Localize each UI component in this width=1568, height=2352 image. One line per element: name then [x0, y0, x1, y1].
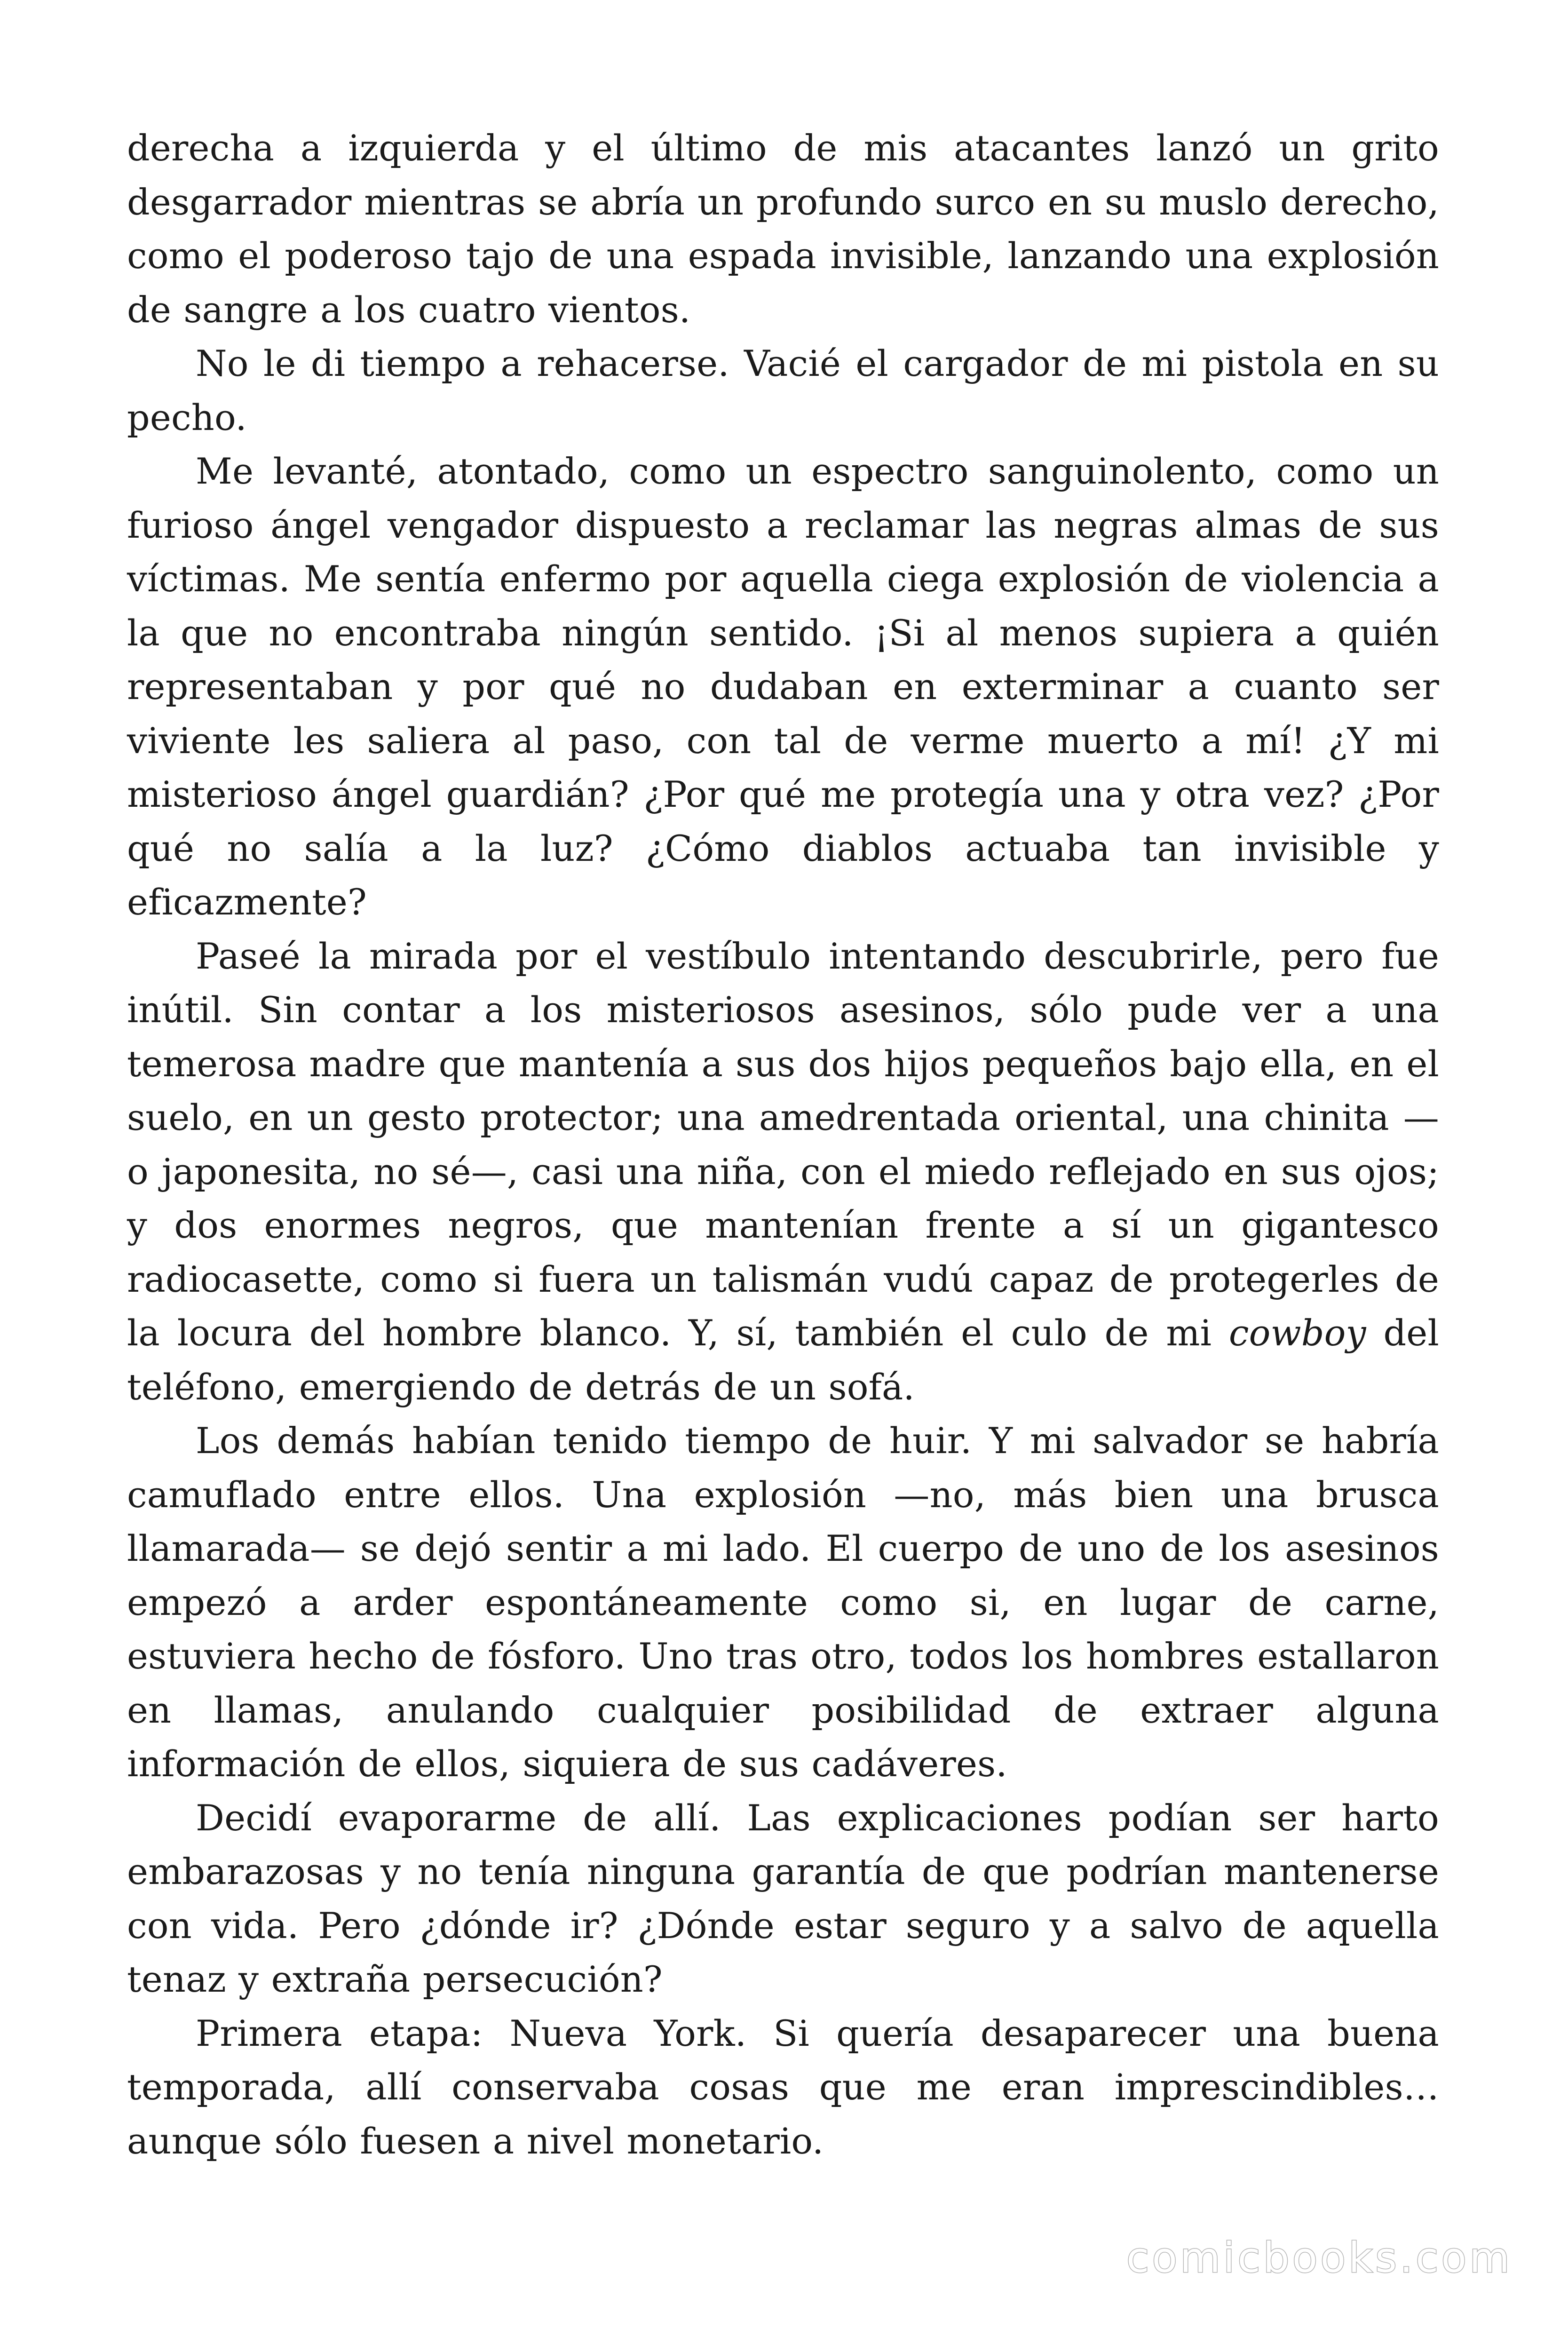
watermark: comicbooks.com — [1126, 2233, 1513, 2282]
italic-word: cowboy — [1228, 1312, 1366, 1354]
paragraph-text: Primera etapa: Nueva York. Si quería desaparecer una buena temporada, allí conservaba cosas que me eran imprescindibles… aunque sólo fuesen a nivel monetario. — [127, 2012, 1439, 2162]
body-text — [127, 121, 1439, 2168]
paragraph-text: Decidí evaporarme de allí. Las explicaciones podían ser harto embarazosas y no tenía ninguna garantía de que podrían mantenerse con vida. Pero ¿dónde ir? ¿Dónde estar seguro y a salvo de aquella tenaz y extraña persecución? — [127, 1796, 1439, 2000]
paragraph — [127, 930, 1439, 1414]
paragraph — [127, 121, 1439, 337]
paragraph — [127, 1791, 1439, 2007]
paragraph-text: derecha a izquierda y el último de mis atacantes lanzó un grito desgarrador mientras se abría un profundo surco en su muslo derecho, como el poderoso tajo de una espada invisible, lanzando una explosión de sangre a los cuatro vientos. — [127, 127, 1439, 331]
paragraph-text: No le di tiempo a rehacerse. Vacié el cargador de mi pistola en su pecho. — [127, 342, 1439, 438]
paragraph — [127, 445, 1439, 930]
paragraph — [127, 337, 1439, 445]
paragraph-text: Paseé la mirada por el vestíbulo intentando descubrirle, pero fue inútil. Sin contar a los misteriosos asesinos, sólo pude ver a una temerosa madre que mantenía a sus dos hijos pequeños bajo ella, en el suelo, en un gesto protector; una amedrentada oriental, una chinita —o japonesita, no sé—, casi una niña, con el miedo reflejado en sus ojos; y dos enormes negros, que mantenían frente a sí un gigantesco radiocasette, como si fuera un talismán vudú capaz de protegerles de la locura del hombre blanco. Y, sí, también el culo de mi — [127, 935, 1439, 1354]
paragraph — [127, 1414, 1439, 1791]
paragraph-text: Los demás habían tenido tiempo de huir. Y mi salvador se habría camuflado entre ellos. Una explosión —no, más bien una brusca llamarada— se dejó sentir a mi lado. El cuerpo de uno de los asesinos empezó a arder espontáneamente como si, en lugar de carne, estuviera hecho de fósforo. Uno tras otro, todos los hombres estallaron en llamas, anulando cualquier posibilidad de extraer alguna información de ellos, siquiera de sus cadáveres. — [127, 1420, 1439, 1785]
paragraph-text: Me levanté, atontado, como un espectro sanguinolento, como un furioso ángel vengador dispuesto a reclamar las negras almas de sus víctimas. Me sentía enfermo por aquella ciega explosión de violencia a la que no encontraba ningún sentido. ¡Si al menos supiera a quién representaban y por qué no dudaban en exterminar a cuanto ser viviente les saliera al paso, con tal de verme muerto a mí! ¿Y mi misterioso ángel guardián? ¿Por qué me protegía una y otra vez? ¿Por qué no salía a la luz? ¿Cómo diablos actuaba tan invisible y eficazmente? — [127, 450, 1439, 923]
paragraph-text: del teléfono, emergiendo de detrás de un sofá. — [127, 1312, 1439, 1408]
paragraph — [127, 2007, 1439, 2169]
